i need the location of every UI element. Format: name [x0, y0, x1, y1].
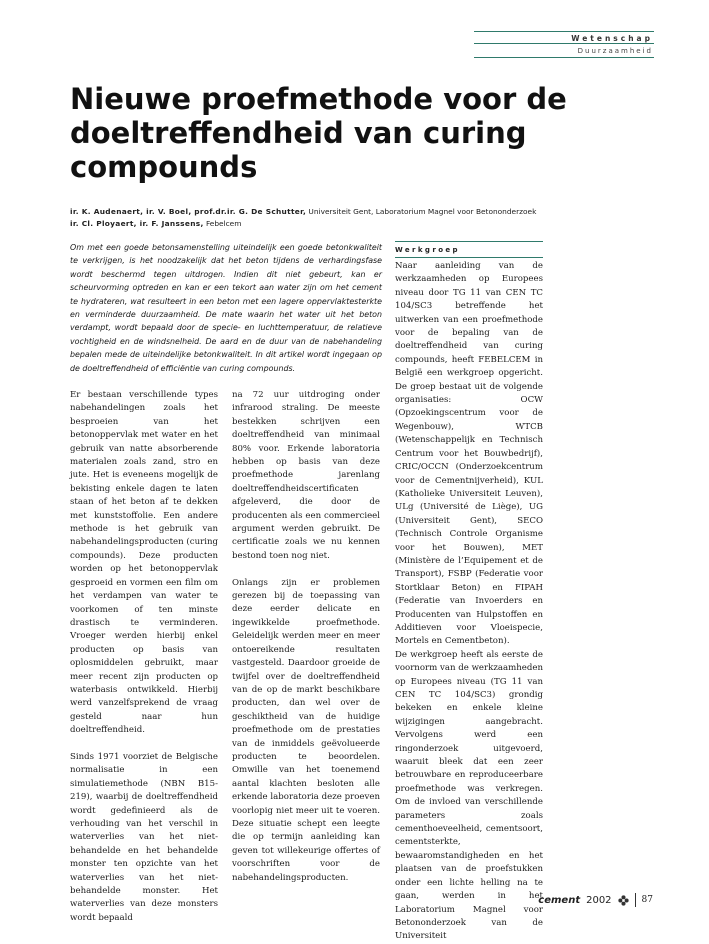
header-rule-bottom: [474, 57, 654, 58]
flower-logo-icon: [618, 895, 629, 906]
footer-separator: [635, 893, 636, 907]
authors-line-2-affiliation: Febelcem: [205, 219, 242, 228]
werkgroep-label: Werkgroep: [395, 246, 460, 254]
section-label: Wetenschap: [571, 34, 653, 43]
footer-brand: cement: [538, 894, 581, 906]
authors-line-1-affiliation: Universiteit Gent, Laboratorium Magnel voor Betononderzoek: [308, 207, 537, 216]
header-rule-mid: [474, 43, 654, 44]
col2-paragraph-2: Onlangs zijn er problemen gerezen bij de toepassing van deze eerder delicate en ingewikkelde proefmethode. Geleidelijk werden meer en meer ontoereikende resultaten vastgesteld. Daardoor groeide de twijfel over de doeltreffendheid van de op de markt beschikbare producten, dan wel over de geschiktheid van de huidige proefmethode om de prestaties van de inmiddels geëvolueerde producten te beoordelen. Omwille van het toenemend aantal klachten besloten alle erkende laboratoria deze proeven voorlopig niet meer uit te voeren. Deze situatie schept een leegte die op termijn aanleiding kan geven tot willekeurige offertes of voorschriften voor de nabehandelingsproducten.: [232, 577, 380, 883]
col1-paragraph-2: Sinds 1971 voorziet de Belgische normalisatie in een simulatiemethode (NBN B15-219), waarbij de doeltreffendheid wordt gedefinieerd als de verhouding van het verschil in waterverlies van het niet-behandelde en het behandelde monster ten opzichte van het waterverlies van het niet-behandelde monster. Het waterverlies van deze monsters wordt bepaald: [70, 751, 218, 923]
col3-paragraph-2: De werkgroep heeft als eerste de voornorm van de werkzaamheden op Europees niveau (TG 11 van CEN TC 104/SC3) grondig bekeken en enkele kleine wijzigingen aangebracht. Vervolgens werd een ringonderzoek uitgevoerd, waaruit bleek dat een zeer betrouwbare en reproduceerbare proefmethode was verkregen. Om de invloed van verschillende parameters zoals cementhoeveelheid, cementsoort, cementsterkte, bewaaromstandigheden en het plaatsen van de proefstukken onder een lichte helling na te gaan, werden in het Laboratorium Magnel voor Betononderzoek van de Universiteit: [395, 649, 543, 942]
col1-paragraph-1: Er bestaan verschillende types nabehandelingen zoals het besproeien van het betonoppervlak met water en het gebruik van natte absorberende materialen zoals zand, stro en jute. Het is eveneens mogelijk de bekisting enkele dagen te laten staan of het beton af te dekken met kunststoffolie. Een andere methode is het gebruik van nabehandelingsproducten (curing compounds). Deze producten worden op het betonoppervlak gesproeid en vormen een film om het verdampen van water te voorkomen of ten minste drastisch te verminderen. Vroeger werden hierbij enkel producten op basis van oplosmiddelen gebruikt, maar meer recent zijn producten op waterbasis ontwikkeld. Hierbij werd vanzelfsprekend de vraag gesteld naar hun doeltreffendheid.: [70, 390, 218, 736]
header-rule-top: [474, 31, 654, 32]
body-column-2: [232, 389, 380, 885]
article-lead: Om met een goede betonsamenstelling uiteindelijk een goede betonkwaliteit te verkrijgen, is het noodzakelijk dat het beton tijdens de verhardingsfase wordt beschermd tegen uitdrogen. Indien dit niet gebeurt, kan er scheurvorming optreden en kan er een tekort aan water zijn om het cement te hydrateren, wat resulteert in een beton met een lagere oppervlaktesterkte en verminderde duurzaamheid. De mate waarin het water uit het beton verdampt, wordt bepaald door de specie- en luchttemperatuur, de relatieve vochtigheid en de windsnelheid. De aard en de duur van de nabehandeling bepalen mede de uiteindelijke betonkwaliteit. In dit artikel wordt ingegaan op de doeltreffendheid of efficiëntie van curing compounds.: [70, 243, 382, 373]
footer-year: 2002: [586, 894, 612, 906]
page-number: 87: [641, 895, 653, 905]
box-rule-bottom: [395, 257, 543, 258]
authors-line-2-names: ir. Cl. Ployaert, ir. F. Janssens,: [70, 219, 204, 228]
subsection-label: Duurzaamheid: [577, 47, 653, 55]
authors-line-2: [70, 218, 650, 230]
body-column-3: [395, 260, 543, 944]
body-column-1: [70, 389, 218, 925]
authors: [70, 206, 650, 230]
box-rule-top: [395, 241, 543, 242]
article-title: Nieuwe proefmethode voor de doeltreffendheid van curing compounds: [70, 82, 567, 184]
page-footer: [538, 893, 653, 907]
col2-paragraph-1: na 72 uur uitdroging onder infrarood straling. De meeste bestekken schrijven een doeltreffendheid van minimaal 80% voor. Erkende laboratoria hebben op basis van deze proefmethode jarenlang doeltreffendheidscertificaten afgeleverd, die door de producenten als een commercieel argument werden gebruikt. De certificatie zoals we nu kennen bestond toen nog niet.: [232, 390, 380, 561]
authors-line-1-names: ir. K. Audenaert, ir. V. Boel, prof.dr.ir. G. De Schutter,: [70, 207, 307, 216]
authors-line-1: [70, 206, 650, 218]
col3-paragraph-1: Naar aanleiding van de werkzaamheden op Europees niveau door TG 11 van CEN TC 104/SC3 betreffende het uitwerken van een proefmethode voor de bepaling van de doeltreffendheid van curing compounds, heeft FEBELCEM in België een werkgroep opgericht. De groep bestaat uit de volgende organisaties: OCW (Opzoekingscentrum voor de Wegenbouw), WTCB (Wetenschappelijk en Technisch Centrum voor het Bouwbedrijf), CRIC/OCCN (Onderzoekcentrum voor de Cementnijverheid), KUL (Katholieke Universiteit Leuven), ULg (Université de Liège), UG (Universiteit Gent), SECO (Technisch Controle Organisme voor het Bouwen), MET (Ministère de l’Equipement et de Transport), FSBP (Federatie voor Stortklaar Beton) en FIPAH (Federatie van Invoerders en Producenten van Hulpstoffen en Additieven voor Vloeispecie, Mortels en Cementbeton).: [395, 261, 543, 647]
